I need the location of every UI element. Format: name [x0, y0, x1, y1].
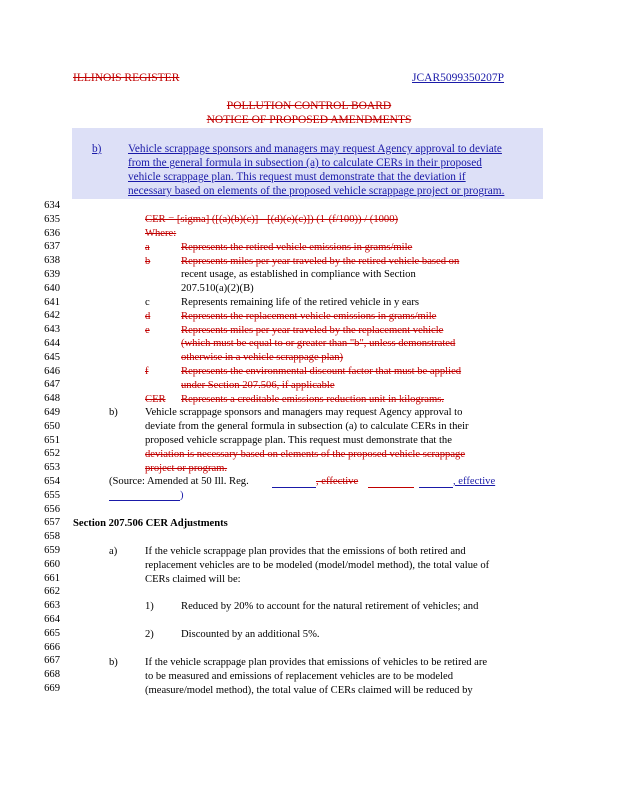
line-number: 653: [44, 462, 60, 474]
line-number: 638: [44, 255, 60, 267]
section-a-label: a): [109, 546, 118, 557]
source-prefix: (Source: Amended at 50 Ill. Reg.: [109, 476, 249, 487]
item-number: 1): [145, 601, 154, 612]
line-number: 646: [44, 365, 60, 377]
highlight-line: from the general formula in subsection (a) to calculate CERs in their proposed: [128, 157, 482, 169]
line-number: 644: [44, 338, 60, 349]
para-b-line: deviation is necessary based on elements of the proposed vehicle scrappage: [145, 449, 466, 460]
para-b-line: proposed vehicle scrappage plan. This request must demonstrate that the: [145, 435, 452, 446]
line-number: 641: [44, 296, 60, 308]
where-label: Where:: [145, 228, 177, 239]
line-number: 655: [44, 489, 60, 501]
def-text: recent usage, as established in compliance with Section: [181, 269, 416, 280]
item-text: Reduced by 20% to account for the natural retirement of vehicles; and: [181, 601, 479, 612]
source-effective: , effective: [453, 476, 496, 487]
line-number: 647: [44, 379, 60, 391]
def-symbol: c: [145, 297, 150, 308]
blank-line: [419, 487, 453, 488]
highlight-label: b): [92, 143, 102, 155]
notice-title: NOTICE OF PROPOSED AMENDMENTS: [206, 114, 412, 126]
line-number: 662: [44, 586, 60, 598]
def-text: otherwise in a vehicle scrappage plan): [181, 352, 344, 363]
def-text: Represents a creditable emissions reduction unit in kilograms.: [181, 394, 445, 405]
source-closing: ): [180, 490, 184, 501]
def-text: Represents miles per year traveled by the replacement vehicle: [181, 325, 444, 336]
line-number: 642: [44, 310, 60, 322]
line-number: 651: [44, 434, 60, 446]
def-text: Represents miles per year traveled by the retired vehicle based on: [181, 256, 460, 267]
blank-line: [109, 500, 180, 501]
para-b-line: deviate from the general formula in subsection (a) to calculate CERs in their: [145, 421, 469, 432]
def-symbol: d: [145, 311, 151, 322]
def-symbol: b: [145, 256, 151, 267]
section-heading: Section 207.506 CER Adjustments: [73, 518, 228, 529]
line-number: 645: [44, 351, 60, 363]
line-number: 656: [44, 503, 60, 515]
def-text: (which must be equal to or greater than "b", unless demonstrated: [181, 338, 456, 349]
line-number: 637: [44, 241, 60, 253]
agency-title: POLLUTION CONTROL BOARD: [226, 100, 392, 112]
def-symbol: a: [145, 242, 150, 253]
register-header-right: JCAR5099350207P: [412, 72, 505, 84]
highlight-line: necessary based on elements of the proposed vehicle scrappage project or program.: [128, 185, 505, 197]
line-number: 663: [44, 600, 60, 612]
section-a-line: CERs claimed will be:: [145, 574, 241, 585]
blank-line: [272, 487, 316, 488]
para-b-line: Vehicle scrappage sponsors and managers may request Agency approval to: [145, 407, 463, 418]
register-header-left: ILLINOIS REGISTER: [73, 72, 180, 84]
line-number: 652: [44, 448, 60, 460]
def-text: Represents the environmental discount factor that must be applied: [181, 366, 462, 377]
line-number: 639: [44, 269, 60, 280]
section-a-line: replacement vehicles are to be modeled (model/model method), the total value of: [145, 560, 490, 571]
section-b-line: If the vehicle scrappage plan provides that emissions of vehicles to be retired are: [145, 657, 488, 668]
line-number: 657: [44, 517, 60, 529]
para-b-label: b): [109, 407, 118, 418]
line-number: 635: [44, 213, 60, 225]
line-number: 643: [44, 324, 60, 336]
line-number: 649: [44, 407, 60, 418]
def-text: Represents the retired vehicle emissions in grams/mile: [181, 242, 413, 253]
section-a-line: If the vehicle scrappage plan provides that the emissions of both retired and: [145, 546, 466, 557]
highlight-line: vehicle scrappage plan. This request must demonstrate that the deviation if: [128, 171, 466, 183]
line-number: 659: [44, 545, 60, 556]
line-number: 668: [44, 669, 60, 681]
def-text: under Section 207.506, if applicable: [181, 380, 335, 391]
highlight-line: Vehicle scrappage sponsors and managers may request Agency approval to deviate: [128, 143, 502, 155]
line-number: 666: [44, 641, 60, 653]
section-b-line: to be measured and emissions of replacement vehicles are to be modeled: [145, 671, 453, 682]
item-number: 2): [145, 629, 154, 640]
def-text: 207.510(a)(2)(B): [181, 283, 254, 294]
section-b-label: b): [109, 657, 118, 668]
line-number: 648: [44, 393, 60, 405]
item-text: Discounted by an additional 5%.: [181, 629, 320, 640]
section-b-line: (measure/model method), the total value of CERs claimed will be reduced by: [145, 685, 473, 696]
def-text: Represents remaining life of the retired vehicle in y ears: [181, 297, 419, 308]
para-b-line: project or program.: [145, 463, 228, 474]
line-number: 669: [44, 683, 60, 694]
line-number: 661: [44, 572, 60, 584]
line-number: 654: [44, 476, 60, 487]
line-number: 636: [44, 227, 60, 239]
blank-line: [368, 487, 414, 488]
line-number: 667: [44, 655, 60, 667]
def-symbol: e: [145, 325, 150, 336]
source-struck-effective: , effective: [316, 476, 359, 487]
line-number: 664: [44, 614, 60, 625]
line-number: 660: [44, 558, 60, 570]
line-number: 640: [44, 282, 60, 294]
line-number: 658: [44, 531, 60, 543]
line-number: 650: [44, 420, 60, 432]
def-symbol: f: [145, 366, 149, 377]
def-symbol: CER: [145, 394, 166, 405]
cer-formula: CER = [sigma] ([(a)(b)(c)] - [(d)(e)(c)]) (1-(f/100)) / (1000): [145, 214, 399, 225]
line-number: 665: [44, 627, 60, 639]
def-text: Represents the replacement vehicle emissions in grams/mile: [181, 311, 437, 322]
line-number: 634: [44, 200, 60, 211]
